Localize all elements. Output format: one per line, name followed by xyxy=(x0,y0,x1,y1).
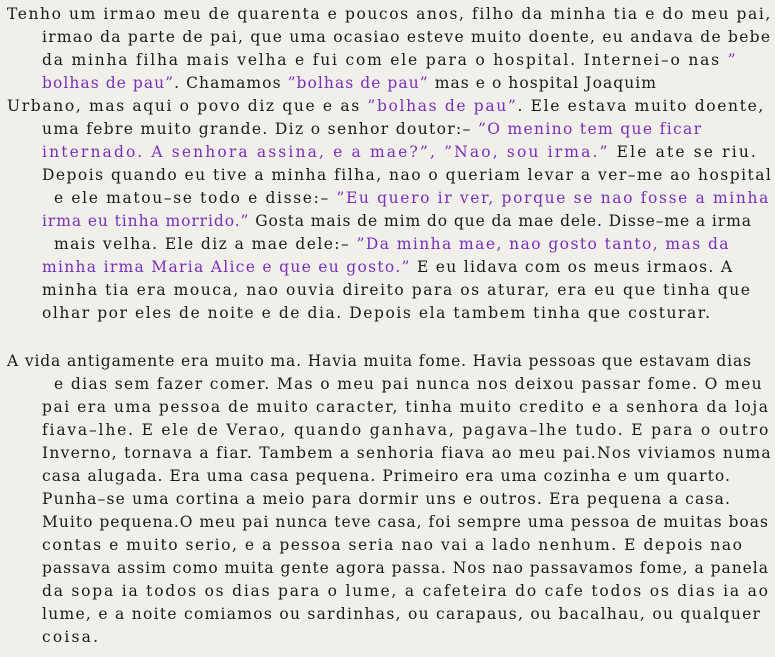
quoted-speech: bolhas de pau” xyxy=(42,74,175,92)
quoted-speech: ”bolhas de pau” xyxy=(367,97,518,115)
text-line xyxy=(7,95,765,117)
narrative-text: passava assim como muita gente agora passa. Nos nao passavamos fome, a panela xyxy=(42,559,769,577)
text-line xyxy=(42,511,769,533)
narrative-text: Muito pequena.O meu pai nunca teve casa, foi sempre uma pessoa de muitas boas xyxy=(42,513,769,531)
narrative-text: da minha filha mais velha e fui com ele para o hospital. Internei–o nas xyxy=(42,51,728,69)
narrative-text: mais velha. Ele diz a mae dele:– xyxy=(54,235,357,253)
text-line xyxy=(42,164,772,186)
text-line xyxy=(54,187,770,209)
narrative-text: Punha–se uma cortina a meio para dormir uns e outros. Era pequena a casa. xyxy=(42,490,732,508)
text-line xyxy=(42,302,712,324)
narrative-text: E eu lidava com os meus irmaos. A xyxy=(410,258,734,276)
quoted-speech: irma eu tinha morrido.” xyxy=(42,212,250,230)
narrative-text: Inverno, tornava a fiar. Tambem a senhoria fiava ao meu pai.Nos viviamos numa xyxy=(42,444,772,462)
narrative-text: lume, e a noite comiamos ou sardinhas, ou carapaus, ou bacalhau, ou qualquer xyxy=(42,605,762,623)
text-line xyxy=(42,256,733,278)
text-line xyxy=(7,350,752,372)
narrative-text: pai era uma pessoa de muito caracter, tinha muito credito e a senhora da loja xyxy=(42,398,770,416)
text-line xyxy=(42,396,769,418)
narrative-text: e dias sem fazer comer. Mas o meu pai nunca nos deixou passar fome. O meu xyxy=(54,375,763,393)
narrative-text: mas e o hospital Joaquim xyxy=(428,74,658,92)
narrative-text: Urbano, mas aqui o povo diz que e as xyxy=(7,97,368,115)
quoted-speech: ” xyxy=(727,51,738,69)
narrative-text: Tenho um irmao meu de quarenta e poucos anos, filho da minha tia e do meu pai, xyxy=(7,5,772,23)
narrative-text: Ele ate se riu. xyxy=(609,143,759,161)
quoted-speech: internado. A senhora assina, e a mae?” xyxy=(42,143,430,161)
narrative-text: olhar por eles de noite e de dia. Depois ela tambem tinha que costurar. xyxy=(42,304,712,322)
text-line xyxy=(42,626,100,648)
quoted-speech: , ”Nao, sou irma.” xyxy=(429,143,610,161)
narrative-text: casa alugada. Era uma casa pequena. Primeiro era uma cozinha e um quarto. xyxy=(42,467,732,485)
text-line xyxy=(42,118,702,140)
text-line xyxy=(42,534,744,556)
quoted-speech: ”O menino tem que ficar xyxy=(477,120,703,138)
text-line xyxy=(42,419,770,441)
text-line xyxy=(7,3,772,25)
narrative-text: minha tia era mouca, nao ouvia direito para os aturar, era eu que tinha que xyxy=(42,281,752,299)
narrative-text: A vida antigamente era muito ma. Havia muita fome. Havia pessoas que estavam dias xyxy=(7,352,752,370)
text-line xyxy=(54,373,763,395)
text-line xyxy=(42,488,731,510)
text-line xyxy=(42,279,752,301)
quoted-speech: ”Eu quero ir ver, porque se nao fosse a minha xyxy=(336,189,771,207)
narrative-text: e ele matou–se todo e disse:– xyxy=(54,189,337,207)
text-line xyxy=(42,442,772,464)
narrative-text: fiava–lhe. E ele de Verao, quando ganhava, pagava–lhe tudo. E para o outro xyxy=(42,421,771,439)
text-line xyxy=(42,465,731,487)
text-line xyxy=(42,26,771,48)
narrative-text: Depois quando eu tive a minha filha, nao o queriam levar a ver–me ao hospital xyxy=(42,166,773,184)
narrative-text: coisa. xyxy=(42,628,101,646)
text-line xyxy=(42,72,657,94)
narrative-text: . Chamamos xyxy=(174,74,288,92)
text-line xyxy=(42,141,758,163)
narrative-text: uma febre muito grande. Diz o senhor doutor:– xyxy=(42,120,478,138)
text-line xyxy=(42,603,761,625)
text-line xyxy=(42,580,770,602)
narrative-text: da sopa ia todos os dias para o lume, a cafeteira do cafe todos os dias ia ao xyxy=(42,582,770,600)
narrative-text: contas e muito serio, e a pessoa seria nao vai a lado nenhum. E depois nao xyxy=(42,536,744,554)
narrative-text: . Ele estava muito doente, xyxy=(517,97,765,115)
narrative-text: irmao da parte de pai, que uma ocasiao esteve muito doente, eu andava de bebe xyxy=(42,28,772,46)
text-line xyxy=(54,233,730,255)
narrative-text: Gosta mais de mim do que da mae dele. Disse–me a irma xyxy=(249,212,752,230)
quoted-speech: ”Da minha mae, nao gosto tanto, mas da xyxy=(356,235,730,253)
quoted-speech: minha irma Maria Alice e que eu gosto.” xyxy=(42,258,411,276)
text-line xyxy=(42,557,769,579)
text-line xyxy=(42,210,752,232)
quoted-speech: ”bolhas de pau” xyxy=(287,74,429,92)
text-line xyxy=(42,49,737,71)
